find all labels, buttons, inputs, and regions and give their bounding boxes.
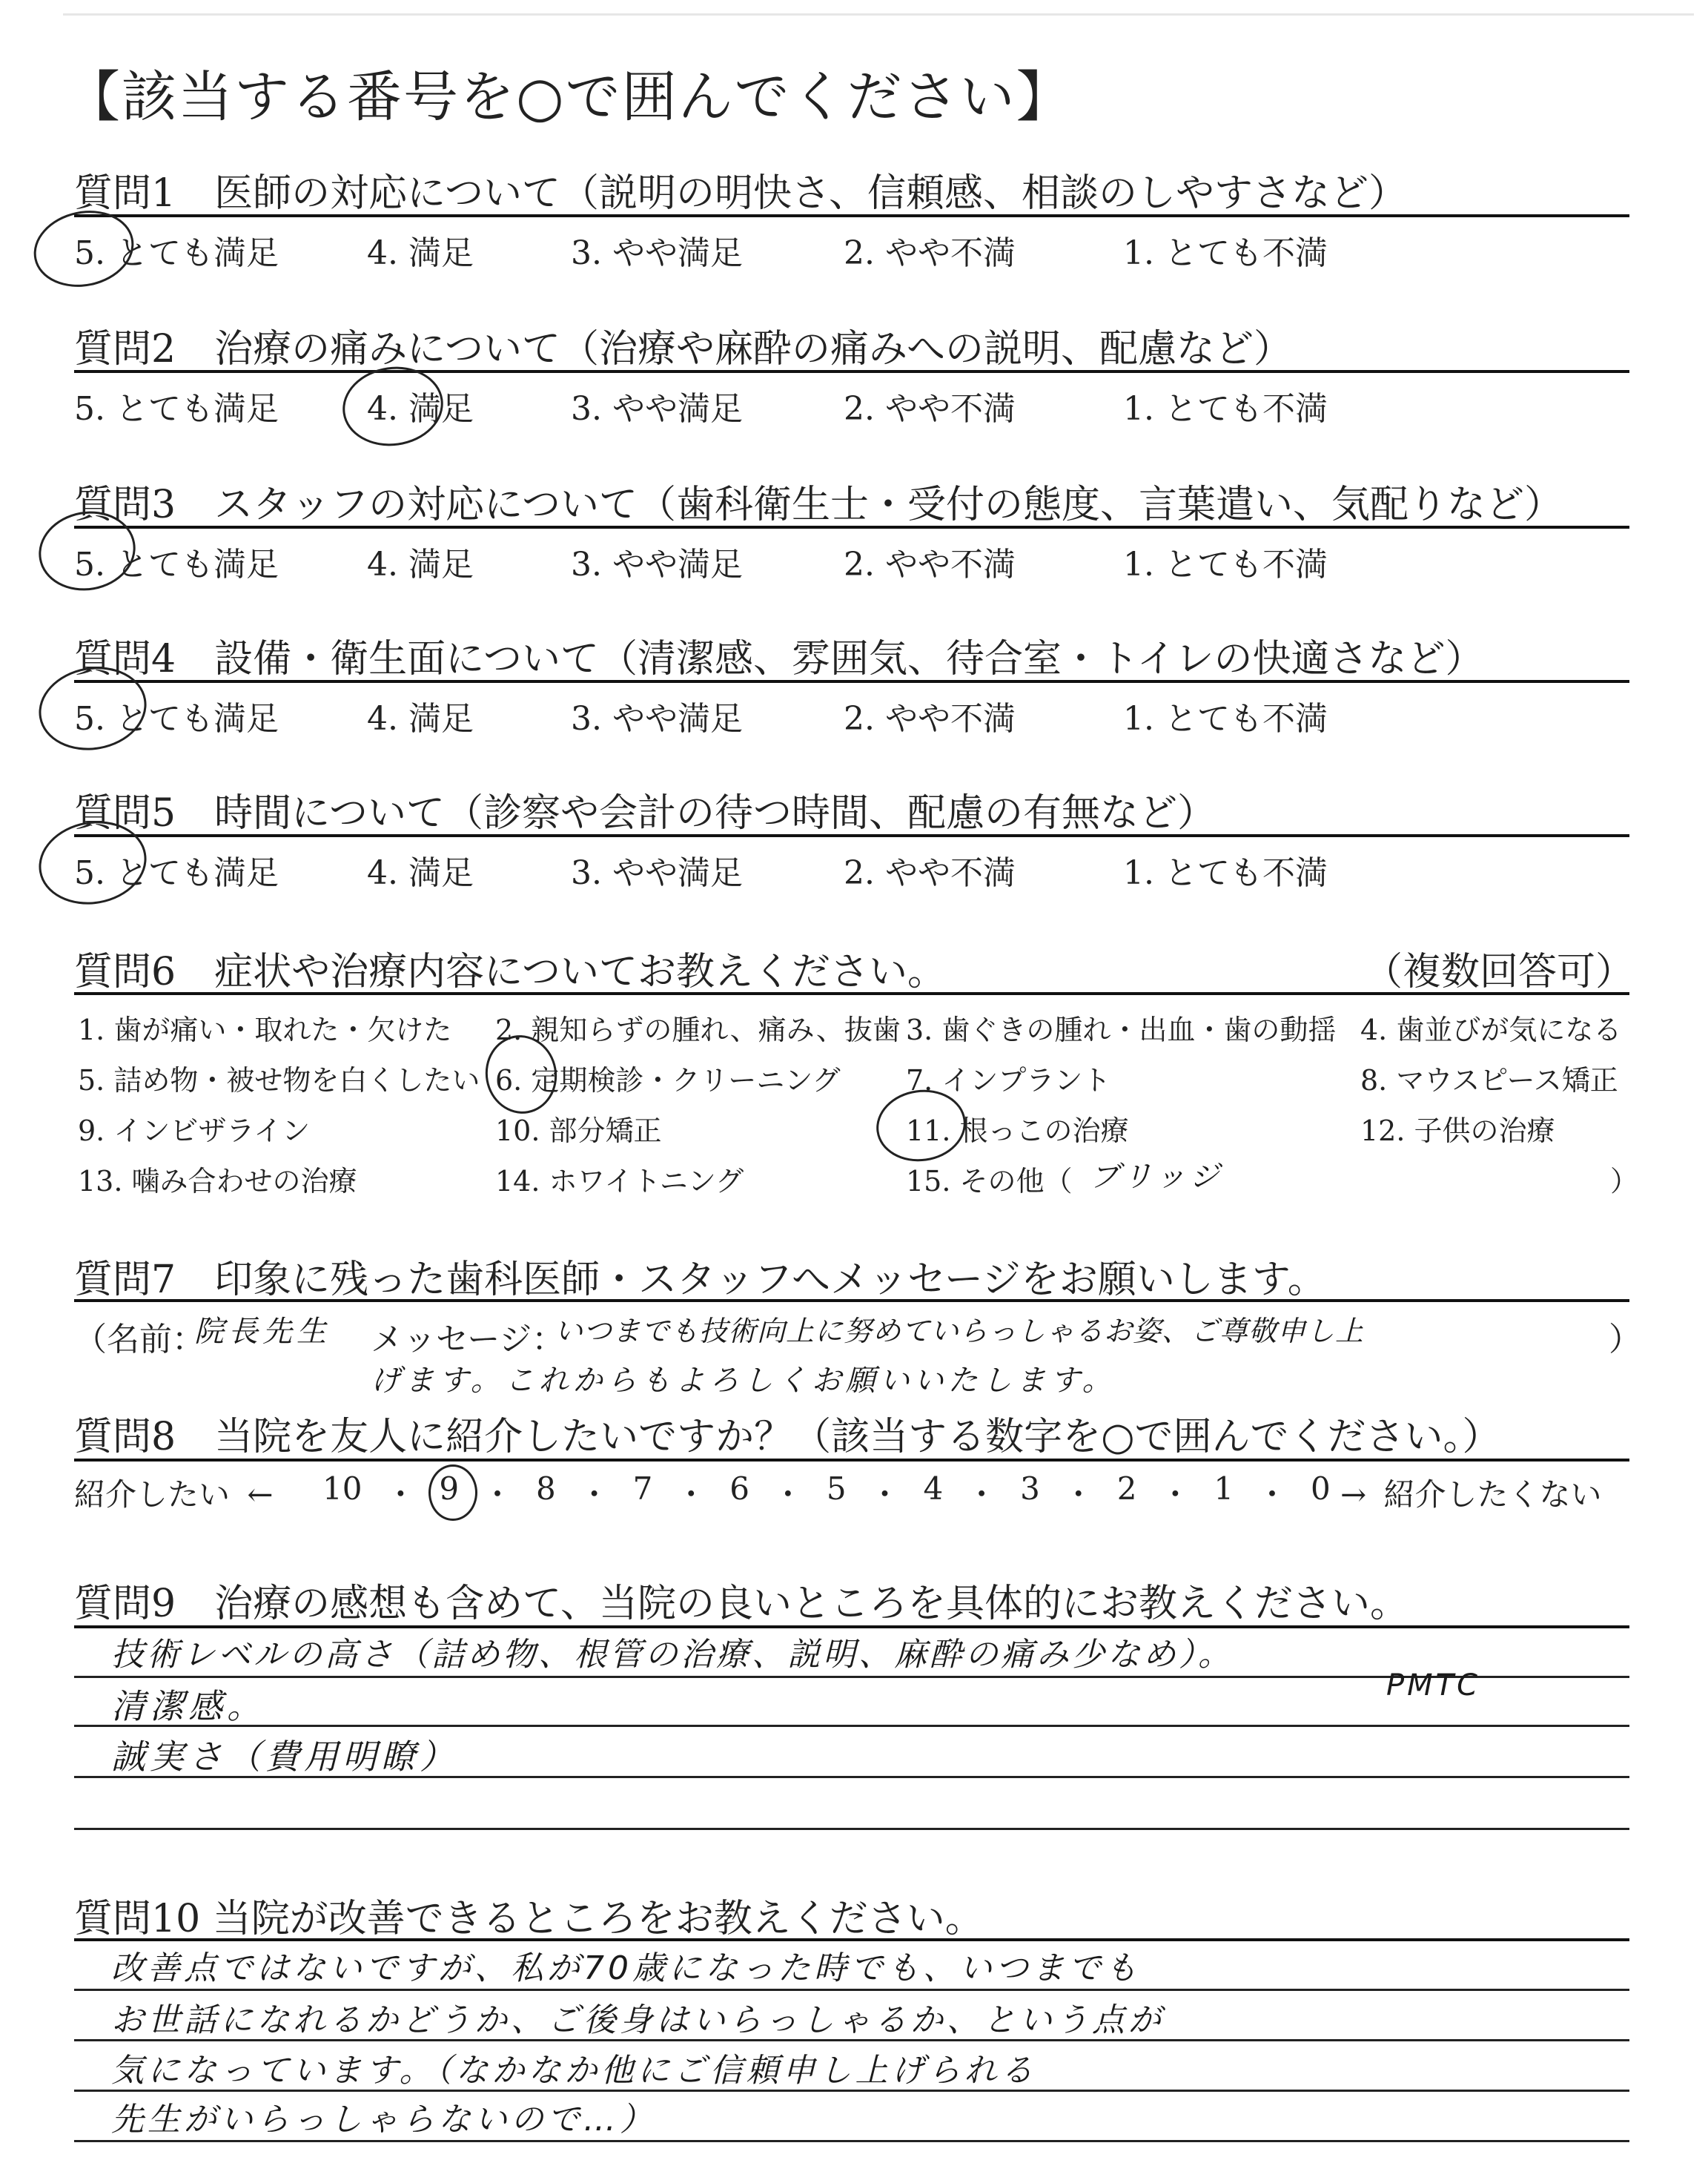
q2-option-5[interactable]: 5. とても満足 [74, 390, 279, 428]
q8-selection-circle [428, 1464, 477, 1521]
q6-option-10[interactable]: 10. 部分矯正 [495, 1114, 662, 1147]
q2-selection-circle [337, 360, 448, 452]
q5-option-5[interactable]: 5. とても満足 [74, 854, 279, 892]
q8-scale-separator: ・ [772, 1476, 804, 1513]
q3-option-3[interactable]: 3. やや満足 [571, 546, 743, 584]
q6-title: 質問6 症状や治療内容についてお教えください。 [74, 950, 947, 994]
q1-option-2[interactable]: 2. やや不満 [844, 234, 1016, 272]
q3-option-2[interactable]: 2. やや不満 [844, 546, 1016, 584]
q7-name-label: （名前： [74, 1321, 205, 1358]
q4-option-4[interactable]: 4. 満足 [367, 700, 474, 738]
q8-scale-separator: ・ [675, 1476, 707, 1513]
q8-left-label: 紹介したい ← [74, 1476, 274, 1513]
q6-multiple-note: （複数回答可） [1364, 950, 1635, 994]
q10-answer-line3: 気になっています。（なかなか他にご信頼申し上げられる [111, 2052, 1037, 2090]
q6-option-3[interactable]: 3. 歯ぐきの腫れ・出血・歯の動揺 [906, 1014, 1337, 1046]
q4-option-2[interactable]: 2. やや不満 [844, 700, 1016, 738]
q8-scale-6[interactable]: 6 [729, 1470, 749, 1507]
q8-scale-8[interactable]: 8 [535, 1470, 556, 1507]
q8-scale-9[interactable]: 9 [439, 1470, 460, 1507]
q9-title: 質問9 治療の感想も含めて、当院の良いところを具体的にお教えください。 [74, 1582, 1409, 1626]
q1-option-5[interactable]: 5. とても満足 [74, 234, 279, 272]
q10-title: 質問10 当院が改善できるところをお教えください。 [74, 1897, 984, 1941]
q4-title: 質問4 設備・衛生面について（清潔感、雰囲気、待合室・トイレの快適さなど） [74, 637, 1484, 681]
q8-title: 質問8 当院を友人に紹介したいですか？（該当する数字を○で囲んでください。） [74, 1415, 1501, 1459]
q10-answer-line4: 先生がいらっしゃらないので…） [111, 2101, 656, 2138]
q8-rule [74, 1459, 1629, 1462]
q4-option-1[interactable]: 1. とても不満 [1123, 700, 1328, 738]
q1-option-1[interactable]: 1. とても不満 [1123, 234, 1328, 272]
q8-scale-2[interactable]: 2 [1116, 1470, 1137, 1507]
q5-option-2[interactable]: 2. やや不満 [844, 854, 1016, 892]
q4-option-5[interactable]: 5. とても満足 [74, 700, 279, 738]
q4-option-3[interactable]: 3. やや満足 [571, 700, 743, 738]
q8-scale-5[interactable]: 5 [826, 1470, 847, 1507]
q6-option-7[interactable]: 7. インプラント [906, 1064, 1111, 1097]
q6-option-14[interactable]: 14. ホワイトニング [495, 1165, 744, 1198]
q6-option-12[interactable]: 12. 子供の治療 [1360, 1114, 1555, 1147]
q3-title: 質問3 スタッフの対応について（歯科衛生士・受付の態度、言葉遣い、気配りなど） [74, 483, 1563, 527]
q8-scale-4[interactable]: 4 [923, 1470, 944, 1507]
q10-line4 [74, 2140, 1629, 2142]
q2-title: 質問2 治療の痛みについて（治療や麻酔の痛みへの説明、配慮など） [74, 327, 1293, 371]
q1-rule [74, 214, 1629, 217]
q6-option-15[interactable]: 15. その他（ [906, 1165, 1073, 1198]
q6-rule [74, 992, 1629, 995]
q9-answer-line3: 誠実さ（費用明瞭） [111, 1737, 458, 1777]
q8-scale-separator: ・ [578, 1476, 610, 1513]
q10-line3 [74, 2090, 1629, 2092]
q8-scale-separator: ・ [966, 1476, 998, 1513]
q6-option-2[interactable]: 2. 親知らずの腫れ、痛み、抜歯 [495, 1014, 901, 1046]
q8-scale-separator: ・ [869, 1476, 901, 1513]
q8-right-label: → 紹介したくない [1340, 1476, 1602, 1513]
q9-answer-line1: 技術レベルの高さ（詰め物、根管の治療、説明、麻酔の痛み少なめ）。 [111, 1636, 1234, 1674]
q8-scale-separator: ・ [482, 1476, 514, 1513]
q5-option-3[interactable]: 3. やや満足 [571, 854, 743, 892]
q2-option-3[interactable]: 3. やや満足 [571, 390, 743, 428]
q2-option-2[interactable]: 2. やや不満 [844, 390, 1016, 428]
q9-line2 [74, 1725, 1629, 1727]
q9-answer-extra: PMTC [1386, 1668, 1480, 1702]
top-border [63, 13, 1694, 16]
q2-option-1[interactable]: 1. とても不満 [1123, 390, 1328, 428]
q8-scale-10[interactable]: 10 [322, 1470, 363, 1507]
q7-message-label: メッセージ： [371, 1321, 565, 1358]
q1-title: 質問1 医師の対応について（説明の明快さ、信頼感、相談のしやすさなど） [74, 171, 1407, 216]
q1-option-4[interactable]: 4. 満足 [367, 234, 474, 272]
page-heading: 【該当する番号を○で囲んでください】 [65, 65, 1073, 129]
q6-option-9[interactable]: 9. インビザライン [78, 1114, 311, 1147]
q3-rule [74, 526, 1629, 529]
q6-option-8[interactable]: 8. マウスピース矯正 [1360, 1064, 1618, 1097]
q10-line2 [74, 2039, 1629, 2041]
q6-option-13[interactable]: 13. 噛み合わせの治療 [78, 1165, 357, 1198]
q8-scale-1[interactable]: 1 [1214, 1470, 1234, 1507]
q9-line3 [74, 1776, 1629, 1778]
q8-scale-separator: ・ [1257, 1476, 1288, 1513]
q8-scale-separator: ・ [1159, 1476, 1191, 1513]
q6-option-11[interactable]: 11. 根っこの治療 [906, 1114, 1129, 1147]
q6-other-handwritten: ブリッジ [1090, 1160, 1224, 1194]
q6-option-5[interactable]: 5. 詰め物・被せ物を白くしたい [78, 1064, 480, 1097]
q6-option-6[interactable]: 6. 定期検診・クリーニング [495, 1064, 841, 1097]
q2-option-4[interactable]: 4. 満足 [367, 390, 474, 428]
q9-answer-line2: 清潔感。 [111, 1686, 265, 1726]
q6-option-4[interactable]: 4. 歯並びが気になる [1360, 1014, 1622, 1046]
q7-close-paren: ） [1609, 1321, 1641, 1358]
q8-scale-separator: ・ [1062, 1476, 1094, 1513]
q8-scale-0[interactable]: 0 [1310, 1470, 1331, 1507]
q9-line4 [74, 1828, 1629, 1830]
q7-rule [74, 1299, 1629, 1302]
q5-option-1[interactable]: 1. とても不満 [1123, 854, 1328, 892]
q3-option-1[interactable]: 1. とても不満 [1123, 546, 1328, 584]
q7-title: 質問7 印象に残った歯科医師・スタッフへメッセージをお願いします。 [74, 1258, 1326, 1302]
q6-other-close-paren: ） [1610, 1165, 1639, 1198]
q10-line1 [74, 1989, 1629, 1991]
q5-title: 質問5 時間について（診察や会計の待つ時間、配慮の有無など） [74, 791, 1217, 836]
q8-scale-3[interactable]: 3 [1020, 1470, 1040, 1507]
q4-rule [74, 680, 1629, 683]
q5-option-4[interactable]: 4. 満足 [367, 854, 474, 892]
q2-rule [74, 370, 1629, 373]
q3-option-5[interactable]: 5. とても満足 [74, 546, 279, 584]
q6-option-1[interactable]: 1. 歯が痛い・取れた・欠けた [78, 1014, 452, 1046]
q8-scale-separator: ・ [385, 1476, 417, 1513]
q1-option-3[interactable]: 3. やや満足 [571, 234, 743, 272]
q7-name-value: 院長先生 [194, 1315, 331, 1349]
q10-answer-line1: 改善点ではないですが、私が70歳になった時でも、いつまでも [111, 1949, 1141, 1987]
q5-rule [74, 834, 1629, 837]
q10-answer-line2: お世話になれるかどうか、ご後身はいらっしゃるか、という点が [111, 2001, 1165, 2039]
q7-message-line1: いつまでも技術向上に努めていらっしゃるお姿、ご尊敬申し上 [555, 1315, 1365, 1347]
q3-option-4[interactable]: 4. 満足 [367, 546, 474, 584]
q8-scale-7[interactable]: 7 [632, 1470, 653, 1507]
q7-message-line2: げます。これからもよろしくお願いいたします。 [371, 1364, 1116, 1398]
